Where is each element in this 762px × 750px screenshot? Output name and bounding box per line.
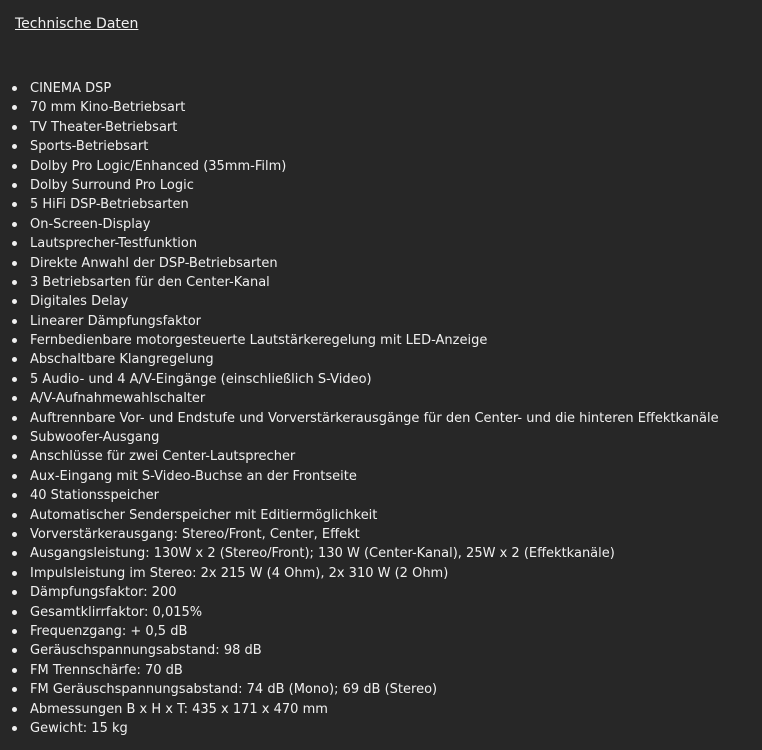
list-item-text: Auftrennbare Vor- und Endstufe und Vorverstärkerausgänge für den Center- und die hinteren Effektkanäle [30, 410, 719, 426]
list-item [0, 312, 719, 331]
bullet-icon [12, 183, 17, 188]
list-item-text: On-Screen-Display [30, 216, 151, 232]
list-item-text: FM Geräuschspannungsabstand: 74 dB (Mono); 69 dB (Stereo) [30, 682, 438, 698]
list-item-text: Aux-Eingang mit S-Video-Buchse an der Frontseite [30, 468, 357, 484]
bullet-icon [12, 687, 17, 692]
list-item [0, 506, 719, 525]
list-item-text: TV Theater-Betriebsart [30, 119, 178, 135]
bullet-icon [12, 435, 17, 440]
bullet-icon [12, 338, 17, 343]
bullet-icon [12, 726, 17, 731]
list-item [0, 79, 719, 98]
list-item [0, 622, 719, 641]
bullet-icon [12, 590, 17, 595]
list-item-text: Ausgangsleistung: 130W x 2 (Stereo/Front); 130 W (Center-Kanal), 25W x 2 (Effektkanäle) [30, 546, 615, 562]
bullet-icon [12, 144, 17, 149]
list-item-text: Linearer Dämpfungsfaktor [30, 313, 202, 329]
bullet-icon [12, 707, 17, 712]
bullet-icon [12, 454, 17, 459]
list-item-text: Dolby Pro Logic/Enhanced (35mm-Film) [30, 158, 287, 174]
list-item-text: Gewicht: 15 kg [30, 720, 128, 736]
list-item [0, 234, 719, 253]
bullet-icon [12, 222, 17, 227]
bullet-icon [12, 532, 17, 537]
list-item-text: 70 mm Kino-Betriebsart [30, 100, 186, 116]
list-item-text: 40 Stationsspeicher [30, 488, 160, 504]
list-item-text: Anschlüsse für zwei Center-Lautsprecher [30, 449, 296, 465]
list-item [0, 157, 719, 176]
bullet-icon [12, 610, 17, 615]
list-item-text: Digitales Delay [30, 294, 129, 310]
bullet-icon [12, 668, 17, 673]
list-item [0, 544, 719, 563]
section-heading-link[interactable]: Technische Daten [15, 16, 139, 32]
list-item [0, 215, 719, 234]
list-item-text: Fernbedienbare motorgesteuerte Lautstärkeregelung mit LED-Anzeige [30, 333, 488, 349]
bullet-icon [12, 377, 17, 382]
list-item-text: Impulsleistung im Stereo: 2x 215 W (4 Ohm), 2x 310 W (2 Ohm) [30, 565, 449, 581]
list-item [0, 525, 719, 544]
list-item [0, 350, 719, 369]
list-item [0, 370, 719, 389]
list-item [0, 719, 719, 738]
bullet-icon [12, 551, 17, 556]
spec-list [0, 79, 719, 738]
list-item [0, 661, 719, 680]
list-item [0, 603, 719, 622]
list-item [0, 254, 719, 273]
bullet-icon [12, 164, 17, 169]
list-item-text: Sports-Betriebsart [30, 139, 149, 155]
bullet-icon [12, 319, 17, 324]
list-item [0, 486, 719, 505]
list-item [0, 467, 719, 486]
bullet-icon [12, 125, 17, 130]
bullet-icon [12, 416, 17, 421]
bullet-icon [12, 86, 17, 91]
list-item [0, 273, 719, 292]
list-item [0, 292, 719, 311]
list-item [0, 118, 719, 137]
bullet-icon [12, 261, 17, 266]
list-item-text: FM Trennschärfe: 70 dB [30, 662, 183, 678]
bullet-icon [12, 629, 17, 634]
list-item [0, 98, 719, 117]
list-item-text: 3 Betriebsarten für den Center-Kanal [30, 274, 270, 290]
bullet-icon [12, 202, 17, 207]
list-item [0, 195, 719, 214]
list-item [0, 564, 719, 583]
list-item-text: 5 Audio- und 4 A/V-Eingänge (einschließlich S-Video) [30, 371, 372, 387]
list-item [0, 680, 719, 699]
list-item-text: 5 HiFi DSP-Betriebsarten [30, 197, 189, 213]
bullet-icon [12, 299, 17, 304]
bullet-icon [12, 648, 17, 653]
list-item-text: Automatischer Senderspeicher mit Editiermöglichkeit [30, 507, 378, 523]
bullet-icon [12, 493, 17, 498]
list-item-text: Abschaltbare Klangregelung [30, 352, 214, 368]
list-item-text: A/V-Aufnahmewahlschalter [30, 391, 206, 407]
list-item [0, 641, 719, 660]
list-item [0, 428, 719, 447]
list-item-text: Lautsprecher-Testfunktion [30, 236, 198, 252]
list-item-text: Subwoofer-Ausgang [30, 430, 160, 446]
list-item-text: Dolby Surround Pro Logic [30, 177, 194, 193]
bullet-icon [12, 280, 17, 285]
list-item [0, 700, 719, 719]
bullet-icon [12, 241, 17, 246]
bullet-icon [12, 396, 17, 401]
list-item-text: CINEMA DSP [30, 81, 112, 96]
bullet-icon [12, 513, 17, 518]
list-item [0, 583, 719, 602]
bullet-icon [12, 571, 17, 576]
list-item-text: Gesamtklirrfaktor: 0,015% [30, 604, 203, 620]
list-item [0, 137, 719, 156]
list-item [0, 331, 719, 350]
list-item-text: Geräuschspannungsabstand: 98 dB [30, 643, 262, 659]
bullet-icon [12, 357, 17, 362]
bullet-icon [12, 105, 17, 110]
list-item-text: Frequenzgang: + 0,5 dB [30, 623, 188, 639]
list-item [0, 389, 719, 408]
list-item [0, 409, 719, 428]
list-item [0, 447, 719, 466]
list-item-text: Direkte Anwahl der DSP-Betriebsarten [30, 255, 278, 271]
bullet-icon [12, 474, 17, 479]
list-item-text: Abmessungen B x H x T: 435 x 171 x 470 mm [30, 701, 328, 717]
list-item-text: Dämpfungsfaktor: 200 [30, 585, 177, 601]
list-item [0, 176, 719, 195]
list-item-text: Vorverstärkerausgang: Stereo/Front, Center, Effekt [30, 526, 360, 542]
